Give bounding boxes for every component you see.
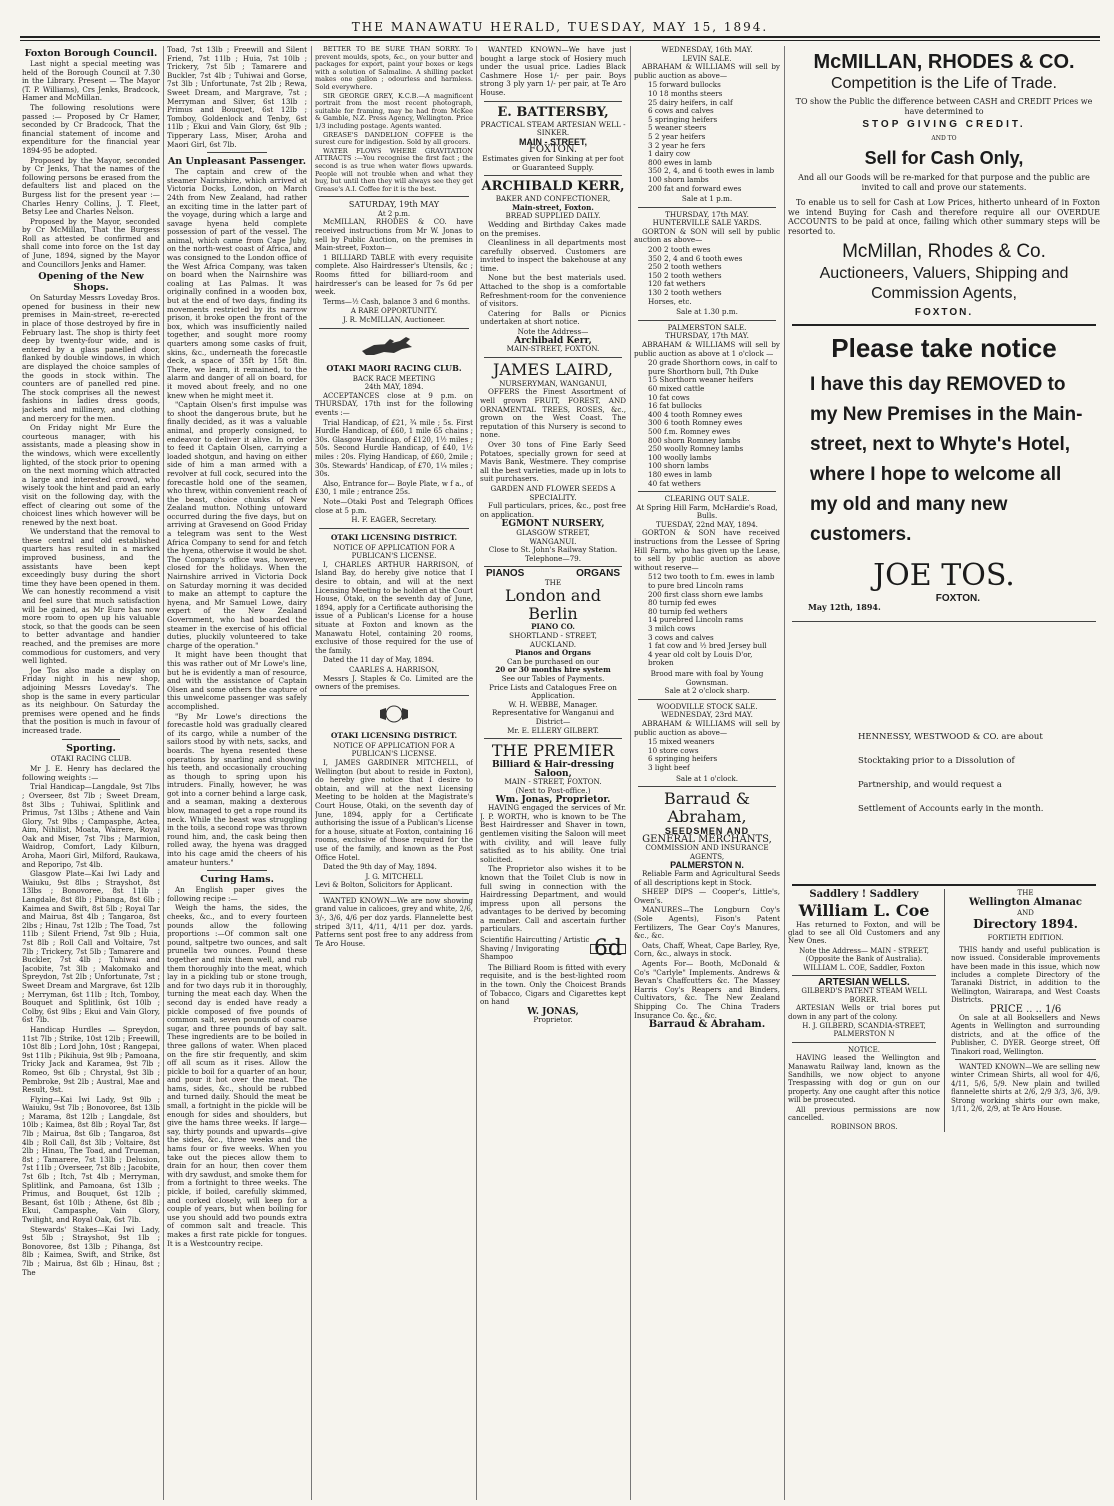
stock-list-item: 5 2 year heifers: [648, 131, 706, 141]
battersby-street: MAIN - STREET,: [518, 136, 587, 147]
column-divider: [784, 46, 785, 1500]
divider: [319, 528, 469, 529]
stock-list-item: 100 shorn lambs: [648, 174, 709, 184]
stock-list-item: 250 2 tooth wethers: [648, 262, 722, 272]
payments-table: See our Tables of Payments.: [501, 674, 605, 684]
divider: [792, 975, 936, 976]
sale-name: WOODVILLE STOCK SALE.: [656, 701, 758, 711]
ad-paragraph: 1 BILLIARD TABLE with every requisite complete. Also Hairdresser's Utensils, &c ; Rooms fitted for billiard-room and hairdresser's can be leased for 7s 6d per week.: [315, 253, 473, 297]
organs-label: ORGANS: [576, 568, 620, 580]
stock-list-item: 80 turnip fed wethers: [648, 606, 728, 616]
stock-list-item: 20 grade Shorthorn cows, in calf to pure Shorthorn bull, 7th Duke: [648, 358, 778, 376]
ad-paragraph: HAVING leased the Wellington and Manawatu Railway land, known as the Sandhills, we now object to anyone Trespassing with dog or gun on our property. Any one caught after this notice will be prosecuted.: [788, 1054, 940, 1105]
divider: [319, 328, 469, 329]
solicitors: Levi & Bolton, Solicitors for Applicant.: [315, 881, 453, 890]
ad-paragraph: ABRAHAM & WILLIAMS will sell by public auction as above—: [634, 718, 780, 737]
article-paragraph: Last night a special meeting was held of the Borough Council at 7.30 in the Library. Present — The Mayor (T. P. Williams), Crs Jenks, Bradcock, Hamer and McMillan.: [22, 59, 160, 103]
sale-date: THURSDAY, 17th MAY.: [665, 331, 749, 341]
kerr-note: Note the Address—: [517, 327, 589, 337]
egmont-street: GLASGOW STREET,: [516, 527, 590, 537]
ad-paragraph: Agents For— Booth, McDonald & Co's "Carlyle" Implements. Andrews & Bevan's Chaffcutters &c. The Massey Harris Coy's Reapers and Binders, Cultivators, &c. The New Zealand Shipping Co. The China Traders Insurance Co. &c., &c.: [634, 959, 780, 1020]
sale-time: Sale at 2 o'clock sharp.: [664, 686, 750, 696]
ad-paragraph: ABRAHAM & WILLIAMS will sell by public auction as above—: [634, 62, 780, 80]
stock-list-item: 6 cows and calves: [648, 106, 714, 116]
ad-paragraph: Oats, Chaff, Wheat, Cape Barley, Rye, Corn, &c., always in stock.: [634, 940, 780, 959]
ad-paragraph: Dated the 9th day of May, 1894.: [323, 863, 437, 872]
premier-price: 6d: [590, 944, 626, 955]
sale-date: SATURDAY, 19th MAY: [348, 200, 440, 210]
kerr-address: MAIN-STREET, FOXTON.: [506, 344, 600, 354]
ad-paragraph: Catering for Balls or Picnics undertaken at short notice.: [480, 308, 626, 327]
saddlery-ad: [788, 889, 945, 1132]
premier-signature-title: Proprietor.: [533, 1015, 573, 1025]
sale-time: Sale at 1.30 p.m.: [676, 307, 738, 317]
sell-for-cash: Sell for Cash Only,: [864, 148, 1024, 168]
piano-representative: Representative for Wanganui and District—: [491, 708, 615, 726]
stock-list-item: 100 woolly lambs: [648, 452, 712, 462]
premier-services: Scientific Haircutting / Artistic Shaving / Invigorating Shampoo: [480, 936, 590, 962]
column-5: [634, 46, 780, 1500]
barraud-town: PALMERSTON N.: [670, 860, 744, 871]
divider: [484, 566, 622, 567]
egmont-town: WANGANUI.: [529, 536, 577, 546]
article-paragraph: Joe Tos also made a display on Friday night in his new shop, adjoining Messrs Loveday's. The shop is the same in every particular as its neighbour. On Saturday the premises were opened and he finds that the position is much in favour of increased trade.: [22, 665, 160, 735]
divider: [319, 196, 469, 197]
article-paragraph: The following resolutions were passed :— Proposed by Cr Hamer, seconded by Cr Bradcock, That the financial statement of income and expenditure for the financial year 1894-95 be adopted.: [22, 102, 160, 155]
applicant-signature: J. G. MITCHELL: [365, 872, 423, 881]
headline-curing-hams: Curing Hams.: [200, 874, 274, 886]
licensing-notice-heading: NOTICE OF APPLICATION FOR A PUBLICAN'S LICENSE.: [333, 543, 455, 561]
laird-trade: NURSERYMAN, WANGANUI,: [499, 378, 607, 388]
joe-tos-town: FOXTON.: [935, 592, 980, 604]
kerr-name-repeat: Archibald Kerr,: [514, 335, 592, 346]
ad-paragraph: WANTED KNOWN—We are selling new winter Crimean Shirts, all wool for 4/6, 4/11, 5/6, 5/9. New plain and twilled flannelette shirts at 2/6, 2/9 3/3, 3/6, 3/9. Strong working shirts our own make, 1/11, 2/6, 2/9, at Te Aro House.: [951, 1063, 1100, 1114]
ad-paragraph: ACCEPTANCES close at 9 p.m. on THURSDAY, 17th inst for the following events :—: [315, 391, 473, 417]
headline-unpleasant-passenger: An Unpleasant Passenger.: [167, 156, 307, 168]
article-paragraph: It might have been thought that this was rather out of Mr Lowe's line, but he is evidently a man of resource, and with the assistance of Captain Olsen and some others the capture of this unwelcome passenger was safely accomplished.: [167, 650, 307, 711]
applicant-signature: CAARLES A. HARRISON,: [349, 666, 439, 674]
divider: [484, 101, 622, 102]
ad-paragraph: On sale at all Booksellers and News Agents in Wellington and surrounding districts, and at the office of the Publisher, C. DYER. George street, Off Tinakori road, Wellington.: [951, 1013, 1100, 1056]
piano-co: PIANO CO.: [531, 622, 575, 632]
kerr-name: ARCHIBALD KERR,: [481, 179, 625, 195]
premier-services-row: [480, 936, 626, 962]
battersby-town: FOXTON.: [528, 144, 578, 156]
mcmillan-town: FOXTON.: [914, 307, 974, 318]
battersby-name: E. BATTERSBY,: [497, 104, 609, 120]
stock-list-item: 40 fat wethers: [648, 478, 701, 488]
ad-paragraph: SIR GEORGE GREY, K.C.B.—A magnificent portrait from the most recent photograph, suitable for framing, may be had from McKee & Gamble, N.Z. Press Agency, Wellington. Price 1/3 including postage. Agents wanted.: [315, 91, 473, 130]
divider: [207, 870, 267, 871]
artesian-subheading: GILBERD'S PATENT STEAM WELL BORER.: [801, 987, 927, 1004]
stock-list-item: 10 store cows: [648, 745, 699, 755]
ad-paragraph: McMILLAN, RHODES & CO. have received instructions from Mr W. Jonas to sell by Public Auction, on the premises in Main-street, Foxton—: [315, 218, 473, 253]
sale-time: At 2 p.m.: [377, 209, 411, 218]
ad-paragraph: GORTON & SON will sell by public auction as above—: [634, 226, 780, 245]
barraud-seedsmen: SEEDSMEN AND: [664, 826, 750, 837]
column-divider: [630, 46, 631, 1500]
premier-title: THE PREMIER: [491, 741, 615, 761]
ad-paragraph: WANTED KNOWN—We are now showing grand value in calicoes, grey and white, 2/6, 3/-, 3/6, 4/6 per doz yards. Flannelette best striped 3/11, 4/11, 4/11 per doz. yards. Patterns sent post free to any address from Te Aro House.: [315, 896, 473, 948]
sale-date: WEDNESDAY, 23rd MAY.: [661, 710, 753, 720]
ad-paragraph: ARTESIAN Wells or trial bores put down in any part of the colony.: [788, 1004, 940, 1021]
and-to: AND TO: [931, 134, 957, 142]
column-3: [315, 46, 473, 1500]
sale-time: Sale at 1 o'clock.: [676, 773, 738, 783]
egmont-telephone: Telephone—79.: [524, 553, 582, 563]
article-paragraph: Weigh the hams, the sides, the cheeks, &c., and to every fourteen pounds allow the following proportions :—Of common salt one pound, saltpetre two ounces, and salt prunella two ounces. Pound these together and mix them well, and rub them thoroughly into the meat, which lay in a pickling tub or stone trough, and for two days rub it in thoroughly, turning the meat each day. When the second day is ended have ready a pickle composed of five pounds of common salt, seven pounds of coarse sugar, and three pounds of bay salt. These ingredients are to be boiled in three gallons of water. When placed on the fire stir frequently, and skim off all scum as it rises. Allow the pickle to boil for a quarter of an hour, and pour it hot over the meat. The hams, sides, &c., should be rubbed and turned daily. Should the meat be small, a fortnight in the pickle will be enough for sides and shoulders, but give the hams three weeks. If large—say, thirty pounds and upwards—give the sides, &c., three weeks and the hams four or five weeks. When you take out the pieces allow them to drain for an hour, then cover them with dry sawdust, and smoke them for from a fortnight to three weeks. The pickle, if boiled, carefully skimmed, and corked closely, will keep for a couple of years, but when boiling for use you should add two pounds extra of common salt and treacle. This makes a first rate pickle for tongues. It is a Westcountry recipe.: [167, 903, 307, 1248]
article-paragraph: "By Mr Lowe's directions the forecastle hold was gradually cleared of its cargo, while a number of the sailors stood by with nets, sacks, and boards. The hyena resented these operations by snarling and showing his teeth, and occasionally crouching as though to spring upon his intruders. Finally, however, he was got into a corner behind a large cask, and a seaman, making a dexterous blow, managed to get a rope round its neck. While the beast was struggling in the toils, a second rope was thrown round him, and, the cask being then rolled away, the hyena was dragged into his cage amid the cheers of his amateur hunters.": [167, 711, 307, 867]
piano-representative-name: Mr. E. ELLERY GILBERT.: [507, 725, 599, 735]
ad-paragraph: Over 30 tons of Fine Early Seed Potatoes, specially grown for seed at Mavis Bank, Westmere. They comprise all the best varieties, made up in lots to suit purchasers.: [480, 439, 626, 484]
piano-city: AUCKLAND.: [529, 639, 577, 649]
ad-paragraph: WANTED KNOWN—We have just bought a large stock of Hosiery much under the usual price. Ladies Black Cashmere Hose 1/- per pair. Boys strong 3 ply yarn 1/- per pair, at Te Aro House.: [480, 46, 626, 97]
stock-list-item: 60 mixed cattle: [648, 383, 705, 393]
column-divider: [476, 46, 477, 1500]
column-divider: [163, 46, 164, 1500]
article-paragraph: Proposed by the Mayor, seconded by Cr McMillan, That the Burgess Roll as attested be confirmed and shall come into force on the 1st day of June, 1894, signed by the Mayor and Councillors Jenks and Hamer.: [22, 216, 160, 269]
divider: [638, 491, 776, 492]
licensing-notice-heading: NOTICE OF APPLICATION FOR A PUBLICAN'S LICENSE.: [333, 741, 455, 759]
sale-name: LEVIN SALE.: [682, 53, 732, 63]
headline-sporting: Sporting.: [66, 742, 116, 754]
ad-paragraph: GREASE'S DANDELION COFFEE is the surest cure for indigestion. Sold by all grocers.: [315, 130, 473, 147]
divider: [207, 152, 267, 153]
stock-list-item: 300 6 tooth Romney ewes: [648, 418, 743, 428]
laird-name: JAMES LAIRD,: [493, 359, 613, 379]
premier-street: MAIN - STREET, FOXTON.: [504, 777, 602, 787]
battersby-trade: PRACTICAL STEAM ARTESIAN WELL - SINKER.: [480, 119, 626, 138]
coat-of-arms-illustration: [374, 700, 414, 726]
piano-the: THE: [544, 577, 562, 587]
notice-heading: NOTICE.: [848, 1045, 880, 1054]
stock-list-palmerston: [634, 359, 780, 488]
stock-list-item: 150 2 tooth wethers: [648, 270, 722, 280]
joe-tos-name: JOE TOS.: [873, 557, 1015, 593]
stock-list-levin: [634, 81, 780, 193]
stock-list-item: 200 fat and forward ewes: [648, 183, 742, 193]
ad-paragraph: And all our Goods will be re-marked for that purpose and the public are invited to call and prove our statements.: [798, 173, 1090, 192]
ad-paragraph: BETTER TO BE SURE THAN SORRY. To prevent moulds, spots, &c., on your butter and packages for export, paint your boxes or kegs with a solution of Salmaline. A shilling packet makes one gallon ; odourless and harmless. Sold everywhere.: [315, 46, 473, 91]
stock-list-item: 14 purebred Lincoln rams: [648, 615, 744, 625]
ad-paragraph: TO show the Public the difference between CASH and CREDIT Prices we have determined to: [795, 97, 1093, 116]
article-paragraph: "Captain Olsen's first impulse was to shoot the dangerous brute, but he finally decided, as it was a valuable animal, and properly consigned, to endeavor to deliver it alive. In order to feed it Captain Olsen, carrying a loaded shotgun, and having on either side of him a man armed with a revolver at full cock, secured into the forecastle hold one of the seamen, who threw, within convenient reach of the beast, choice chunks of New Zealand mutton. Nothing untoward occurred during the five days, but on arriving at Gravesend on Good Friday a telegram was sent to the West Africa Company to send for and fetch the hyena, otherwise it would be shot. The Company's office was, however, closed for the holidays. When the Nairnshire arrived in Victoria Dock on Saturday morning it was decided to make an attempt to capture the hyena, and Mr Samuel Lowe, dairy expert of the New Zealand Government, who had boarded the steamer in the exercise of his official duties, pluckily volunteered to take charge of the operation.": [167, 400, 307, 650]
article-paragraph: Flying—Kai Iwi Lady, 9st 9lb ; Waiuku, 9st 7lb ; Bonovoree, 8st 13lb ; Marama, 8st 12lb ; Langdale, 8st 10lb ; Kaimea, 8st 8lb ; Royal Tar, 8st 7lb ; Mairua, 8st 6lb ; Tangaroa, 8st 4lb ; Roll Call, 8st 3lb ; Voltaire, 8st 2lb ; Hinau, The Toad, and Trueman, 8st ; Tamarere, 7st 13lb ; Delusion, 7st 11lb ; Overseer, 7st 8lb ; Jacobite, 7st 6lb ; Itch, 7st 4lb ; Merryman, Splitlink, and Pamoana, 6st 13lb ; Primus, and Bouquet, 6st 12lb ; Besant, 6st 10lb ; Athene, 6st 8lb ; Ekui, Campasphe, Vain Glory, Twilight, and Royal Oak, 6st 7lb.: [22, 1094, 160, 1224]
divider: [62, 739, 120, 740]
almanac-ad: [945, 889, 1100, 1132]
sale-location: At Spring Hill Farm, McHardie's Road, Bulls.: [636, 502, 778, 521]
stock-list-item: 15 mixed weaners: [648, 737, 715, 747]
barraud-merchants: GENERAL MERCHANTS,: [642, 833, 772, 845]
article-paragraph: On Saturday Messrs Loveday Bros. opened for business in their new premises in Main-street, re-erected in place of those destroyed by fire in February last. The shop is thirty feet deep by twenty-four wide, and is entered by a glass panelled door, flanked by double windows, in which are displayed the choice samples of the goods in stock within. The counters are of panelled red pine. The stock comprises all the newest fashions in ladies dress goods, jackets and millinery, and clothing and mercery for the men.: [22, 293, 160, 423]
stock-list-item: 512 two tooth to f.m. ewes in lamb to pure bred Lincoln rams: [648, 572, 775, 591]
ad-paragraph: Terms—½ Cash, balance 3 and 6 months.: [323, 297, 471, 306]
ad-paragraph: SHEEP DIPS — Cooper's, Little's, Owen's.: [634, 887, 780, 905]
article-paragraph: An English paper gives the following recipe :—: [167, 885, 307, 903]
ad-paragraph: Full particulars, prices, &c., post free on application.: [480, 501, 626, 519]
piano-manager: W. H. WEBBE, Manager.: [508, 699, 598, 709]
ad-paragraph: HAVING engaged the services of Mr. J. P. WORTH, who is known to be The Best Hairdresser and Shaver in town, gentlemen visiting the Saloon will meet with civility, and will leave fully satisfied as to his ability. One trial solicited.: [480, 803, 626, 864]
article-paragraph: Trial Handicap—Langdale, 9st 7lbs ; Overseer, 8st 7lb ; Sweet Dream, 8st 3lbs ; Tuhiwai, Splitlink and Primus, 7st 13lbs ; Athene and Vain Glory, 7st 9lbs ; Campasphe, Actea, Aim, Nihilist, Moata, Wairere, Royal Oak and Miser, 7st 7lbs ; Marmion, Waidrop, Comfort, Lady Kilburn, Aroha, Maori Girl, Milford, Raukawa, and Reporipo, 7st 4lb.: [22, 782, 160, 869]
almanac-directory: Directory 1894.: [973, 917, 1078, 932]
subhead-otaki-racing: OTAKI RACING CLUB.: [50, 754, 132, 763]
battersby-estimates: Estimates given for Sinking at per foot or Guaranteed Supply.: [482, 153, 624, 172]
price-lists: Price Lists and Catalogues Free on Application.: [489, 682, 617, 701]
stock-list-item: Horses, etc.: [648, 296, 692, 306]
almanac-price: PRICE .. .. 1/6: [989, 1003, 1062, 1015]
ad-paragraph: ABRAHAM & WILLIAMS will sell by public auction as above at 1 o'clock —: [634, 340, 780, 358]
mcmillan-trade: Auctioneers, Valuers, Shipping and Commission Agents,: [819, 265, 1069, 302]
stock-list-item: 400 4 tooth Romney ewes: [648, 409, 743, 419]
ad-paragraph: I, JAMES GARDINER MITCHELL, of Wellington (but about to reside in Foxton), do hereby give notice that I desire to obtain, and will at the next Licensing Meeting to be holden at the Magistrate's Court House, Otaki, on the seventh day of June, 1894, apply for a Certificate authorising the issue of a Publican's License for a house, situate at Foxton, containing 16 rooms, exclusive of those required for the use of the family, and known as the Post Office Hotel.: [315, 758, 473, 862]
ad-paragraph: To enable us to sell for Cash at Low Prices, hitherto unheard of in Foxton we intend Buying for Cash and therefore require all our OVERDUE ACCOUNTS to be paid at once, failing which other summary steps will be resorted to.: [788, 198, 1100, 236]
ad-paragraph: Wedding and Birthday Cakes made on the premises.: [480, 219, 626, 238]
ad-paragraph: Cleanliness in all departments most carefully observed. Customers are invited to inspect the bakehouse at any time.: [480, 238, 626, 273]
auctioneer-signature: J. R. McMILLAN, Auctioneer.: [342, 316, 446, 324]
stop-giving-credit: STOP GIVING CREDIT.: [862, 119, 1026, 130]
otaki-maori-racing-club: OTAKI MAORI RACING CLUB.: [326, 362, 462, 373]
egmont-location: Close to St. John's Railway Station.: [488, 545, 618, 555]
barraud-title: Barraud & Abraham,: [663, 789, 750, 827]
stock-list-item: 100 shorn lambs: [648, 461, 709, 471]
kerr-bread: BREAD SUPPLIED DAILY.: [505, 211, 601, 221]
egmont-nursery: EGMONT NURSERY,: [501, 519, 605, 530]
saddlery-heading: Saddlery ! Saddlery: [809, 888, 919, 900]
ad-paragraph: I, CHARLES ARTHUR HARRISON, of Island Bay, do hereby give notice that I desire to obtain, and will at the next Licensing Meeting to be holden at the Court House, Otaki, on the seventh day of June, 1894, apply for a Certificate authorising the issue of a Publican's License for a house situate at Foxton and known as the Manawatu Hotel, containing 20 rooms, exclusive of those required for the use of the family.: [315, 560, 473, 655]
almanac-edition: FORTIETH EDITION.: [987, 934, 1064, 943]
ad-paragraph: MANURES—The Longburn Coy's (Sole Agents), Fison's Patent Fertilizers, The Gear Coy's Manures, &c., &c.: [634, 905, 780, 941]
hennessy-notice: HENNESSY, WESTWOOD & CO. are about Stocktaking prior to a Dissolution of Partnership, and would request a Settlement of Accounts early in the month.: [858, 731, 1044, 814]
article-paragraph: Proposed by the Mayor, seconded by Cr Jenks, That the names of the following persons be erased from the defaulters list and placed on the Burgess list for the present year :— Charles Henry Collins, J. T. Fleet, Betsy Lee and Charles Nelson.: [22, 155, 160, 217]
coe-signature: WILLIAM L. COE, Saddler, Foxton: [803, 963, 925, 972]
stock-list-item: 15 Shorthorn weaner heifers: [648, 375, 754, 385]
headline-borough-council: Foxton Borough Council.: [24, 48, 158, 59]
stock-list-item: 120 fat wethers: [648, 279, 706, 289]
stock-list-hunterville: [634, 246, 780, 306]
stock-list-item: 16 fat bullocks: [648, 401, 702, 411]
stock-list-item: 10 18 months steers: [648, 88, 723, 98]
brood-mare: Brood mare with foal by Young Gownsman.: [650, 668, 764, 687]
stock-list-item: 800 ewes in lamb: [648, 157, 712, 167]
divider: [792, 884, 1096, 886]
robinson-signature: ROBINSON BROS.: [830, 1123, 898, 1132]
article-paragraph: Toad, 7st 13lb ; Freewill and Silent Friend, 7st 11lb ; Huia, 7st 10lb ; Trickery, 7st 5lb ; Tamarere and Buckler, 7st 4lb ; Tuhiwai and Gorse, 7st 3lb ; Unfortunate, 7st 2lb ; Rewa, Sweet Dream, and Margrave, 7st ; Merryman and Silver, 6st 13lb ; Primus and Bouquet, 6st 12lb ; Tomboy, Goldenlock and Tenby, 6st 11lb ; Ekui and Vain Glory, 6st 9lb ; Tipperary Lass, Miser, Aroha and Maori Girl, 6st 7lb.: [167, 46, 307, 149]
stock-list-item: 350 2, 4, and 6 tooth ewes in lamb: [648, 166, 775, 176]
stock-list-item: 350 2, 4 and 6 tooth ewes: [648, 253, 743, 263]
ad-paragraph: None but the best materials used. Attached to the shop is a comfortable Refreshment-room for the convenience of visitors.: [480, 273, 626, 309]
article-paragraph: The captain and crew of the steamer Nairnshire, which arrived at Victoria Docks, London, on March 24th from New Zealand, had rather an exciting time in the latter part of the voyage, during which a large and savage hyena held complete possession of part of the vessel. The animal, which came from Cape Juby, on the north-west coast of Africa, and was consigned to the London office of the West Africa Company, was taken on board when the Nairnshire was coaling at Las Palmas. It was originally confined in a wooden box, but at the end of two days, finding its movements restricted by its narrow prison, it broke open the front of the box, which was insufficiently nailed together, and sought more roomy quarters among some casks of fruit, skins, &c., underneath the forecastle deck, a space of 35ft by 15ft 8in. There, we learn, it remained, to the alarm and danger of all on board, for it moved about freely, and no one knew when he might meet it.: [167, 167, 307, 400]
hire-system: 20 or 30 months hire system: [495, 665, 611, 675]
almanac-title: Wellington Almanac: [969, 896, 1082, 908]
licensing-district-heading: OTAKI LICENSING DISTRICT.: [330, 532, 458, 542]
premier-proprietor: Wm. Jonas, Proprietor.: [495, 794, 611, 805]
ad-paragraph: Note—Otaki Post and Telegraph Offices close at 5 p.m.: [315, 497, 473, 515]
masthead-rule: [20, 36, 1100, 38]
ad-paragraph: Dated the 11 day of May, 1894.: [323, 656, 434, 665]
rare-opportunity: A RARE OPPORTUNITY.: [350, 307, 438, 316]
premier-subtitle: Billiard & Hair-dressing Saloon,: [492, 760, 614, 779]
ad-paragraph: The Proprietor also wishes it to be known that the Toilet Club is now in full swing in connection with the Hairdressing Department, and would impress upon all persons the advantages to be derived by becoming a member. Call and ascertain further particulars.: [480, 864, 626, 934]
sale-name: HUNTERVILLE SALE YARDS.: [652, 218, 762, 228]
bottom-ad-row: [788, 889, 1100, 1132]
ad-paragraph: GORTON & SON have received instructions from the Lessee of Spring Hill Farm, who has given up the Lease, to sell by public auction as above without reserve—: [634, 528, 780, 572]
stock-list-item: 180 ewes in lamb: [648, 469, 712, 479]
divider: [792, 621, 1096, 622]
ad-paragraph: THIS handy and useful publication is now issued. Considerable improvements have been made in this issue, which now includes a complete Directory of the Taranaki District, in addition to the Wellington, Wairarapa, and West Coasts Districts.: [951, 945, 1100, 1005]
divider: [792, 324, 1096, 326]
article-paragraph: On Friday night Mr Eure the courteous manager, with his assistants, made a pleasing show in the windows, which were excellently lighted, of the stock prior to opening on the next morning which attracted a large and interested crowd, who wisely took the hint and paid an early visit on the following day, with the effect of clearing out some of the choicest lines which however will be renewed by the next boat.: [22, 423, 160, 527]
race-date: 24th MAY, 1894.: [364, 383, 424, 392]
stock-list-item: 3 light beef: [648, 762, 690, 772]
ad-paragraph: Has returned to Foxton, and will be glad to see all Old Customers and any New Ones.: [788, 920, 940, 946]
masthead: THE MANAWATU HERALD, TUESDAY, MAY 15, 1894.: [351, 20, 769, 34]
sale-date: TUESDAY, 22nd MAY, 1894.: [656, 519, 758, 529]
stock-list-item: 4 year old colt by Louis D'or, broken: [648, 649, 753, 668]
divider: [484, 175, 622, 176]
divider: [319, 695, 469, 696]
divider: [319, 893, 469, 894]
barraud-agents: COMMISSION AND INSURANCE AGENTS,: [645, 843, 769, 861]
ad-paragraph: WATER FLOWS WHERE GRAVITATION ATTRACTS :—You recognise the first fact ; the second is as true when water flows upwards. People will not trouble when and what they buy, but until then they will always see they get Grease's A.I. Coffee for it is the best.: [315, 146, 473, 193]
london-berlin: London and Berlin: [505, 586, 601, 624]
premier-location: (Next to Post-office.): [515, 785, 591, 795]
divider: [638, 786, 776, 787]
stock-list-item: 200 2 tooth ewes: [648, 245, 711, 255]
column-2: [167, 46, 307, 1500]
article-paragraph: Mr J. E. Henry has declared the following weights :—: [22, 764, 160, 782]
piano-street: SHORTLAND - STREET,: [509, 631, 597, 641]
article-paragraph: Handicap Hurdles — Spreydon, 11st 7lb ; Strike, 10st 12lb ; Freewill, 10st 8lb ; Lord John, 10st ; Rangepai, 9st 11lb ; Pikihuia, 9st 9lb ; Pamoana, Tricky Jack and Karamea, 9st 7lb ; Romeo, 9st 6lb ; Chrystal, 9st 3lb ; Pembroke, 9st 2lb ; Austral, Mae and Result, 9st.: [22, 1024, 160, 1095]
stock-list-item: 500 f.m. Romney ewes: [648, 426, 731, 436]
almanac-and: AND: [1017, 908, 1034, 917]
divider: [638, 207, 776, 208]
joe-tos-date: May 12th, 1894.: [808, 602, 881, 612]
divider: [638, 699, 776, 700]
coe-address: Note the Address— MAIN - STREET, (Opposite the Bank of Australia).: [799, 946, 929, 964]
stock-list-item: 200 first class shorn ewe lambs: [648, 589, 763, 599]
stock-list-item: 5 weaner steers: [648, 123, 707, 133]
article-paragraph: Glasgow Plate—Kai Iwi Lady and Waiuku, 9st 8lbs ; Strayshot, 8st 13lbs ; Bonovoree, 8st 11lb ; Langdale, 8st 8lb ; Pibanga, 8st 6lb ; Kaimea and Swift, 8st 5lb ; Royal Tar and Mairua, 8st 4lb ; Tangaroa, 8st 2lbs ; Hinau, 7st 12lb ; The Toad, 7st 11lb ; Silent Friend, 7st 9lb ; Huia, 7st 8lb ; Roll Call and Voltaire, 7st 7lb ; Trickery, 7st 5lb ; Tamarere and Buckler, 7st 4lb ; Tuhiwai and Jacobite, 7st 3lb ; Makomako and Spreydon, 7st 2lb ; Unfortunate, 7st ; Sweet Dream and Margrave, 6st 12lb ; Merryman, 6st 11lb ; Itch, Tomboy, Bouquet and Splitlink, 6st 10lb ; Colby, 6st 9lbs ; Ekui and Vain Glory, 6st 7lb.: [22, 869, 160, 1025]
gilberd-signature: H. J. GILBERD, SCANDIA-STREET, PALMERSTON N: [802, 1021, 926, 1039]
divider: [484, 357, 622, 358]
sale-time: Sale at 1 p.m.: [681, 194, 733, 204]
stock-list-item: 5 springing heifers: [648, 114, 718, 124]
column-1: [22, 46, 160, 1500]
ad-paragraph: Trial Handicap, of £21, ¾ mile ; 5s. First Hurdle Handicap, of £60, 1 mile 65 chains ; 30s. Glasgow Handicap, of £120, 1½ miles ; 50s. Second Hurdle Handicap, of £40, 1½ miles : 20s. Flying Handicap, of £60, 2mile ; 30s. Stewards' Handicap, of £70, 1¼ miles ; 30s.: [315, 418, 473, 479]
ad-paragraph: OFFERS the Finest Assortment of well grown FRUIT, FOREST, AND ORNAMENTAL TREES, ROSES, &c., grown on the West Coast. The reputation of this Nursery is second to none.: [480, 387, 626, 440]
mcmillan-name: McMillan, Rhodes & Co.: [842, 241, 1046, 262]
sale-name: PALMERSTON SALE.: [667, 322, 747, 332]
stock-list-item: 800 shorn Romney lambs: [648, 435, 741, 445]
mcmillan-title: McMILLAN, RHODES & CO.: [813, 51, 1075, 73]
column-4: [480, 46, 626, 1500]
headline-new-shops: Opening of the New Shops.: [38, 271, 144, 294]
racehorse-illustration: [354, 333, 434, 359]
sale-name: CLEARING OUT SALE.: [664, 494, 750, 504]
please-take-notice: Please take notice: [831, 332, 1057, 363]
pianos-and-organs: Pianos and Organs: [515, 648, 591, 658]
stock-list-clearing: [634, 573, 780, 668]
artesian-heading: ARTESIAN WELLS.: [818, 976, 910, 988]
kerr-trade: BAKER AND CONFECTIONER,: [495, 194, 611, 204]
masthead-rule-thin: [20, 40, 1100, 41]
pianos-label: PIANOS: [486, 568, 525, 580]
ad-paragraph: Messrs J. Staples & Co. Limited are the owners of the premises.: [315, 674, 473, 692]
piano-purchase: Can be purchased on our: [507, 656, 599, 666]
stock-list-item: 130 2 tooth wethers: [648, 288, 722, 298]
barraud-footer: Barraud & Abraham.: [648, 1019, 766, 1031]
licensing-district-heading: OTAKI LICENSING DISTRICT.: [330, 730, 458, 740]
secretary-signature: H. F. EAGER, Secretary.: [351, 516, 437, 525]
kerr-street: Main-street, Foxton.: [512, 202, 594, 212]
ad-paragraph: All previous permissions are now cancelled.: [788, 1105, 940, 1123]
back-race-meeting: BACK RACE MEETING: [352, 374, 436, 383]
column-6: [788, 46, 1100, 1500]
stock-list-item: 3 milch cows: [648, 624, 696, 633]
stock-list-item: 250 woolly Romney lambs: [648, 444, 744, 454]
premier-signature: W. JONAS,: [527, 1006, 579, 1017]
coe-name: William L. Coe: [798, 900, 930, 920]
stock-list-item: 1 fat cow and ½ bred Jersey bull: [648, 641, 767, 651]
article-paragraph: We understand that the removal to these central and old established quarters has resulted in a marked improved business, and the assistants have been kept exceedingly busy during the short time they have been opened in them. We can honestly recommend a visit and feel sure that much satisfaction will be gained, as Mr Eure has now more room to open up his valuable stock, so that the goods can be seen to better advantage and handier reached, and the premises are more commodious for customers, and very well lighted.: [22, 527, 160, 666]
competition-slogan: Competition is the Life of Trade.: [831, 75, 1057, 92]
ad-paragraph: Also, Entrance for— Boyle Plate, w f a., of £30, 1 mile ; entrance 25s.: [315, 479, 473, 497]
almanac-the: THE: [1017, 888, 1034, 897]
article-paragraph: Stewards' Stakes—Kai Iwi Lady, 9st 5lb ; Strayshot, 9st 1lb ; Bonovoree, 8st 13lb ; Pihanga, 8st 8lb ; Kaimea, Swift, and Strike, 8st 7lb ; Mairua, 8st 6lb ; Hinau, 8st ; The: [22, 1224, 160, 1277]
divider: [484, 738, 622, 739]
stock-list-item: 80 turnip fed ewes: [648, 598, 717, 608]
stock-list-woodville: [634, 738, 780, 772]
stock-list-item: 3 2 year he fers: [648, 140, 706, 150]
divider: [792, 1042, 936, 1043]
ad-paragraph: Reliable Farm and Agricultural Seeds of all descriptions kept in Stock.: [634, 869, 780, 887]
column-divider: [311, 46, 312, 1500]
stock-list-item: 3 cows and calves: [648, 632, 714, 642]
divider: [638, 320, 776, 321]
divider: [955, 1059, 1096, 1060]
ad-paragraph: The Billiard Room is fitted with every requisite, and is the best-lighted room in the town. Only the Choicest Brands of Tobacco, Cigars and Cigarettes kept on hand: [480, 962, 626, 1007]
stock-list-item: 15 forward bullocks: [648, 80, 721, 90]
sale-date: WEDNESDAY, 16th MAY.: [661, 46, 753, 54]
laird-seeds: GARDEN AND FLOWER SEEDS A SPECIALITY.: [490, 483, 616, 502]
stock-list-item: 6 springing heifers: [648, 754, 718, 764]
stock-list-item: 25 dairy heifers, in calf: [648, 97, 733, 107]
removal-notice: I have this day REMOVED to my New Premises in the Main-street, next to Whyte's Hotel, where I hope to welcome all my old and many new customers.: [810, 373, 1083, 545]
sale-date: THURSDAY, 17th MAY.: [665, 209, 749, 219]
stock-list-item: 10 fat cows: [648, 392, 690, 402]
stock-list-item: 1 dairy cow: [648, 149, 691, 159]
